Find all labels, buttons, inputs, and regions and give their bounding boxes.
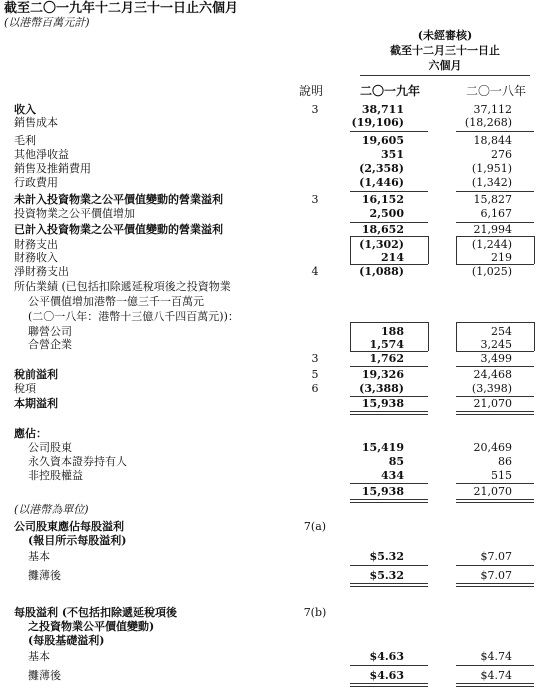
report-title: 截至二〇一九年十二月三十一日止六個月 xyxy=(4,1,239,16)
profit-for-period-2018: 21,070 xyxy=(473,397,512,410)
operating-profit-before-fv-2019: 16,152 xyxy=(361,193,404,206)
share-of-results-label: 所佔業績 (已包括扣除遞延稅項後之投資物業 xyxy=(14,280,231,293)
eps-b-basic-2019: $4.63 xyxy=(369,650,404,663)
rule-2018 xyxy=(456,565,534,566)
taxation-label: 稅項 xyxy=(14,382,36,395)
eps-b-diluted-2018: $4.74 xyxy=(480,669,512,682)
unaudited-label: (未經審核) xyxy=(417,29,473,42)
eps-b-diluted-2019: $4.63 xyxy=(369,669,404,682)
taxation-2019: (3,388) xyxy=(359,382,404,395)
finance-income-2019: 214 xyxy=(381,251,404,264)
period-label: 截至十二月三十一日止 xyxy=(390,44,500,57)
profit-for-period-2019: 15,938 xyxy=(361,397,404,410)
eps-b-basic-label: 基本 xyxy=(28,650,50,663)
double-rule-2019 xyxy=(350,583,428,587)
eps-unit-note: (以港幣為單位) xyxy=(14,503,89,516)
profit-before-tax-label: 稅前溢利 xyxy=(14,368,58,381)
net-finance-costs-label: 淨財務支出 xyxy=(14,265,69,278)
other-net-income-2019: 351 xyxy=(381,148,404,161)
gross-profit-label: 毛利 xyxy=(14,134,36,147)
admin-expenses-label: 行政費用 xyxy=(14,176,58,189)
non-controlling-2019: 434 xyxy=(381,469,404,482)
share-total-2019: 1,762 xyxy=(369,352,404,365)
double-rule-2019 xyxy=(350,411,428,415)
profit-before-tax-2019: 19,326 xyxy=(361,368,404,381)
box-left-2019 xyxy=(350,322,351,351)
revenue-2018: 37,112 xyxy=(473,103,512,116)
shareholders-2018: 20,469 xyxy=(473,441,512,454)
gross-profit-2019: 19,605 xyxy=(361,134,404,147)
profit-before-tax-2018: 24,468 xyxy=(473,368,512,381)
finance-income-2018: 219 xyxy=(491,251,512,264)
double-rule-2019 xyxy=(350,683,428,687)
admin-expenses-2019: (1,446) xyxy=(359,176,404,189)
gross-profit-2018: 18,844 xyxy=(473,134,512,147)
associates-2018: 254 xyxy=(491,325,512,338)
rule-2018 xyxy=(456,483,534,484)
double-rule-2018 xyxy=(456,411,534,415)
fv-increase-label: 投資物業之公平價值增加 xyxy=(14,207,135,220)
attributable-heading: 應佔： xyxy=(14,427,47,440)
eps-b-diluted-label: 攤薄後 xyxy=(28,669,61,682)
box-top-2019 xyxy=(350,236,428,237)
finance-income-label: 財務收入 xyxy=(14,251,58,264)
currency-note: (以港幣百萬元計) xyxy=(4,16,90,29)
share-of-results-line3: (二〇一八年：港幣十三億八千四百萬元))： xyxy=(28,310,239,323)
joint-ventures-label: 合營企業 xyxy=(28,338,72,351)
box-right-2018 xyxy=(534,236,535,264)
joint-ventures-2019: 1,574 xyxy=(369,338,404,351)
finance-costs-2018: (1,244) xyxy=(471,238,512,251)
operating-profit-note: 3 xyxy=(311,193,319,206)
share-total-2018: 3,499 xyxy=(480,352,512,365)
eps-a-subheading: (報目所示每股溢利) xyxy=(28,534,127,547)
cost-of-sales-2019: (19,106) xyxy=(351,116,404,129)
taxation-note: 6 xyxy=(311,382,319,395)
rule-2019 xyxy=(350,565,428,566)
double-rule-2018 xyxy=(456,583,534,587)
cost-of-sales-label: 銷售成本 xyxy=(14,116,58,129)
header-rule xyxy=(360,75,530,76)
operating-profit-before-fv-label: 未計入投資物業之公平價值變動的營業溢利 xyxy=(14,193,223,206)
revenue-note: 3 xyxy=(311,103,319,116)
rule-2019 xyxy=(350,483,428,484)
rule-2018 xyxy=(456,665,534,666)
perpetual-holders-2019: 85 xyxy=(388,455,404,468)
taxation-2018: (3,398) xyxy=(471,382,512,395)
fv-increase-2018: 6,167 xyxy=(480,207,512,220)
share-total-note: 3 xyxy=(311,352,319,365)
associates-label: 聯營公司 xyxy=(28,325,72,338)
rule-2019 xyxy=(350,191,428,192)
perpetual-holders-label: 永久資本證券持有人 xyxy=(28,455,127,468)
eps-a-note: 7(a) xyxy=(303,520,327,533)
period-label-months: 六個月 xyxy=(428,59,462,72)
fv-increase-2019: 2,500 xyxy=(369,207,404,220)
eps-a-diluted-2018: $7.07 xyxy=(480,569,512,582)
associates-2019: 188 xyxy=(381,325,404,338)
operating-profit-after-fv-label: 已計入投資物業之公平價值變動的營業溢利 xyxy=(14,223,223,236)
operating-profit-before-fv-2018: 15,827 xyxy=(473,193,512,206)
net-finance-costs-2018: (1,025) xyxy=(471,265,512,278)
revenue-label: 收入 xyxy=(14,103,36,116)
eps-b-basic-2018: $4.74 xyxy=(480,650,512,663)
double-rule-2019 xyxy=(350,499,428,503)
cost-of-sales-2018: (18,268) xyxy=(464,116,512,129)
finance-costs-label: 財務支出 xyxy=(14,238,58,251)
profit-before-tax-note: 5 xyxy=(311,368,319,381)
box-right-2019 xyxy=(428,322,429,351)
rule-2019 xyxy=(350,366,428,367)
box-top-2018 xyxy=(456,322,534,323)
net-finance-costs-2019: (1,088) xyxy=(359,265,404,278)
double-rule-2018 xyxy=(456,683,534,687)
share-of-results-line2: 公平價值增加港幣一億三千一百萬元 xyxy=(28,295,204,308)
shareholders-label: 公司股東 xyxy=(28,441,72,454)
eps-b-note: 7(b) xyxy=(303,606,327,619)
revenue-2019: 38,711 xyxy=(361,103,404,116)
eps-a-heading: 公司股東應佔每股溢利 xyxy=(14,520,124,533)
eps-a-diluted-2019: $5.32 xyxy=(369,569,404,582)
box-left-2018 xyxy=(456,236,457,264)
rule-2018 xyxy=(456,191,534,192)
operating-profit-after-fv-2018: 21,994 xyxy=(473,223,512,236)
shareholders-2019: 15,419 xyxy=(361,441,404,454)
year-2019-header: 二〇一九年 xyxy=(359,84,420,98)
box-top-2018 xyxy=(456,236,534,237)
other-net-income-label: 其他淨收益 xyxy=(14,148,69,161)
rule-2018 xyxy=(456,131,534,132)
eps-b-subheading: (每股基礎溢利) xyxy=(28,634,105,647)
selling-expenses-label: 銷售及推銷費用 xyxy=(14,162,91,175)
rule-2019 xyxy=(350,131,428,132)
selling-expenses-2019: (2,358) xyxy=(359,162,404,175)
profit-for-period-label: 本期溢利 xyxy=(14,397,58,410)
eps-a-diluted-label: 攤薄後 xyxy=(28,569,61,582)
note-column-header: 說明 xyxy=(298,84,323,98)
other-net-income-2018: 276 xyxy=(491,148,512,161)
year-2018-header: 二〇一八年 xyxy=(465,84,526,98)
eps-a-basic-2018: $7.07 xyxy=(480,550,512,563)
perpetual-holders-2018: 86 xyxy=(498,455,512,468)
net-finance-costs-note: 4 xyxy=(311,265,319,278)
rule-2019 xyxy=(350,665,428,666)
operating-profit-after-fv-2019: 18,652 xyxy=(361,223,404,236)
eps-b-heading-line2: 之投資物業公平價值變動) xyxy=(28,620,155,633)
attrib-total-2018: 21,070 xyxy=(473,485,512,498)
selling-expenses-2018: (1,951) xyxy=(471,162,512,175)
joint-ventures-2018: 3,245 xyxy=(480,338,512,351)
double-rule-2018 xyxy=(456,499,534,503)
attrib-total-2019: 15,938 xyxy=(361,485,404,498)
box-left-2019 xyxy=(350,236,351,264)
non-controlling-label: 非控股權益 xyxy=(28,469,83,482)
eps-a-basic-label: 基本 xyxy=(28,550,50,563)
eps-a-basic-2019: $5.32 xyxy=(369,550,404,563)
admin-expenses-2018: (1,342) xyxy=(471,176,512,189)
box-right-2019 xyxy=(428,236,429,264)
eps-b-heading: 每股溢利 (不包括扣除遞延稅項後 xyxy=(14,606,178,619)
rule-2018 xyxy=(456,366,534,367)
non-controlling-2018: 515 xyxy=(491,469,512,482)
box-right-2018 xyxy=(534,322,535,351)
finance-costs-2019: (1,302) xyxy=(359,238,404,251)
box-top-2019 xyxy=(350,322,428,323)
box-left-2018 xyxy=(456,322,457,351)
